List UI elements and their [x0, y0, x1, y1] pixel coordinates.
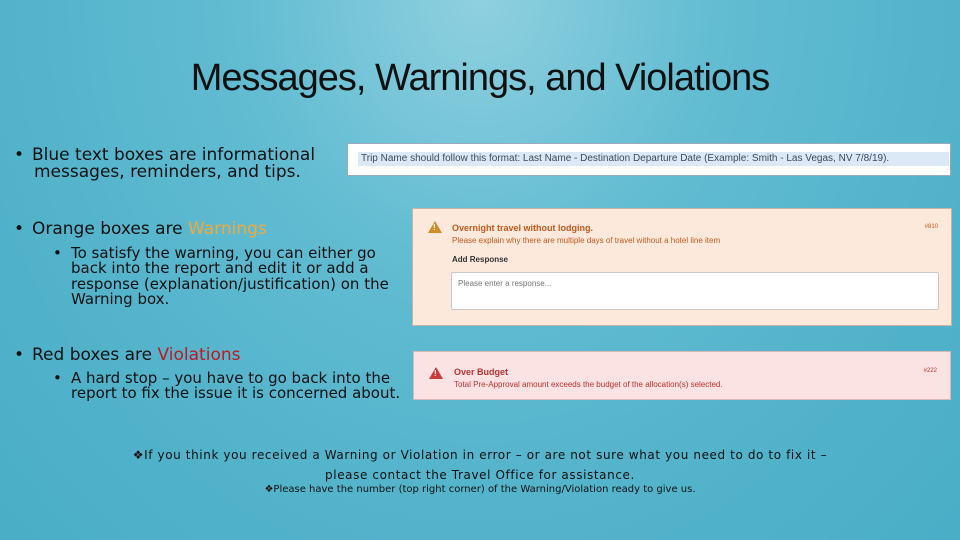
footer-line1b: please contact the Travel Office for assistance.	[325, 468, 635, 482]
footer-reminder	[120, 484, 840, 495]
warning-code: #810	[924, 224, 938, 230]
sub-line: A hard stop – you have to go back into the	[71, 369, 391, 387]
bullet-red	[14, 347, 240, 364]
footer-line2: Please have the number (top right corner) of the Warning/Violation ready to give us.	[273, 484, 696, 495]
bullet-orange	[14, 221, 267, 238]
response-input[interactable]	[451, 272, 939, 310]
bullet-red-prefix: Red boxes are	[32, 345, 158, 365]
warning-triangle-icon: !	[429, 367, 443, 379]
bullet-symbol: •	[14, 145, 25, 165]
bullet-blue-line2: messages, reminders, and tips.	[34, 162, 301, 182]
sub-line: To satisfy the warning, you can either go	[71, 244, 376, 262]
bullet-blue-line1: Blue text boxes are informational	[32, 145, 316, 165]
response-label: Add Response	[452, 255, 509, 264]
violation-title: Over Budget	[454, 367, 509, 377]
warning-triangle-icon: !	[428, 221, 442, 233]
violation-code: #222	[923, 368, 937, 374]
footer-line1: If you think you received a Warning or Violation in error – or are not sure what you need to do to fix it –	[144, 448, 828, 462]
bullet-symbol: •	[14, 219, 25, 239]
warnings-highlight: Warnings	[188, 219, 267, 239]
footer-note	[120, 445, 840, 485]
bullet-symbol: •	[14, 345, 25, 365]
violation-message: Total Pre-Approval amount exceeds the budget of the allocation(s) selected.	[454, 380, 723, 389]
sub-line: response (explanation/justification) on the	[71, 275, 389, 293]
sub-line: report to fix the issue it is concerned about.	[71, 384, 401, 402]
info-box	[347, 143, 951, 176]
slide-title: Messages, Warnings, and Violations	[190, 57, 770, 99]
warning-message: Please explain why there are multiple days of travel without a hotel line item	[452, 236, 721, 245]
diamond-bullet-icon: ❖	[132, 448, 145, 462]
violation-box	[413, 351, 951, 400]
sub-line: back into the report and edit it or add a	[71, 259, 369, 277]
diamond-bullet-icon: ❖	[264, 484, 274, 495]
sub-line: Warning box.	[71, 290, 170, 308]
sub-bullet-symbol: •	[53, 244, 62, 262]
warning-box	[412, 208, 952, 326]
info-box-text: Trip Name should follow this format: Last Name - Destination Departure Date (Example: Smith - Las Vegas, NV 7/8/19).	[358, 152, 949, 166]
bullet-orange-prefix: Orange boxes are	[32, 219, 189, 239]
warning-title: Overnight travel without lodging.	[452, 223, 593, 233]
violations-highlight: Violations	[157, 345, 241, 365]
sub-bullet-symbol: •	[53, 369, 62, 387]
